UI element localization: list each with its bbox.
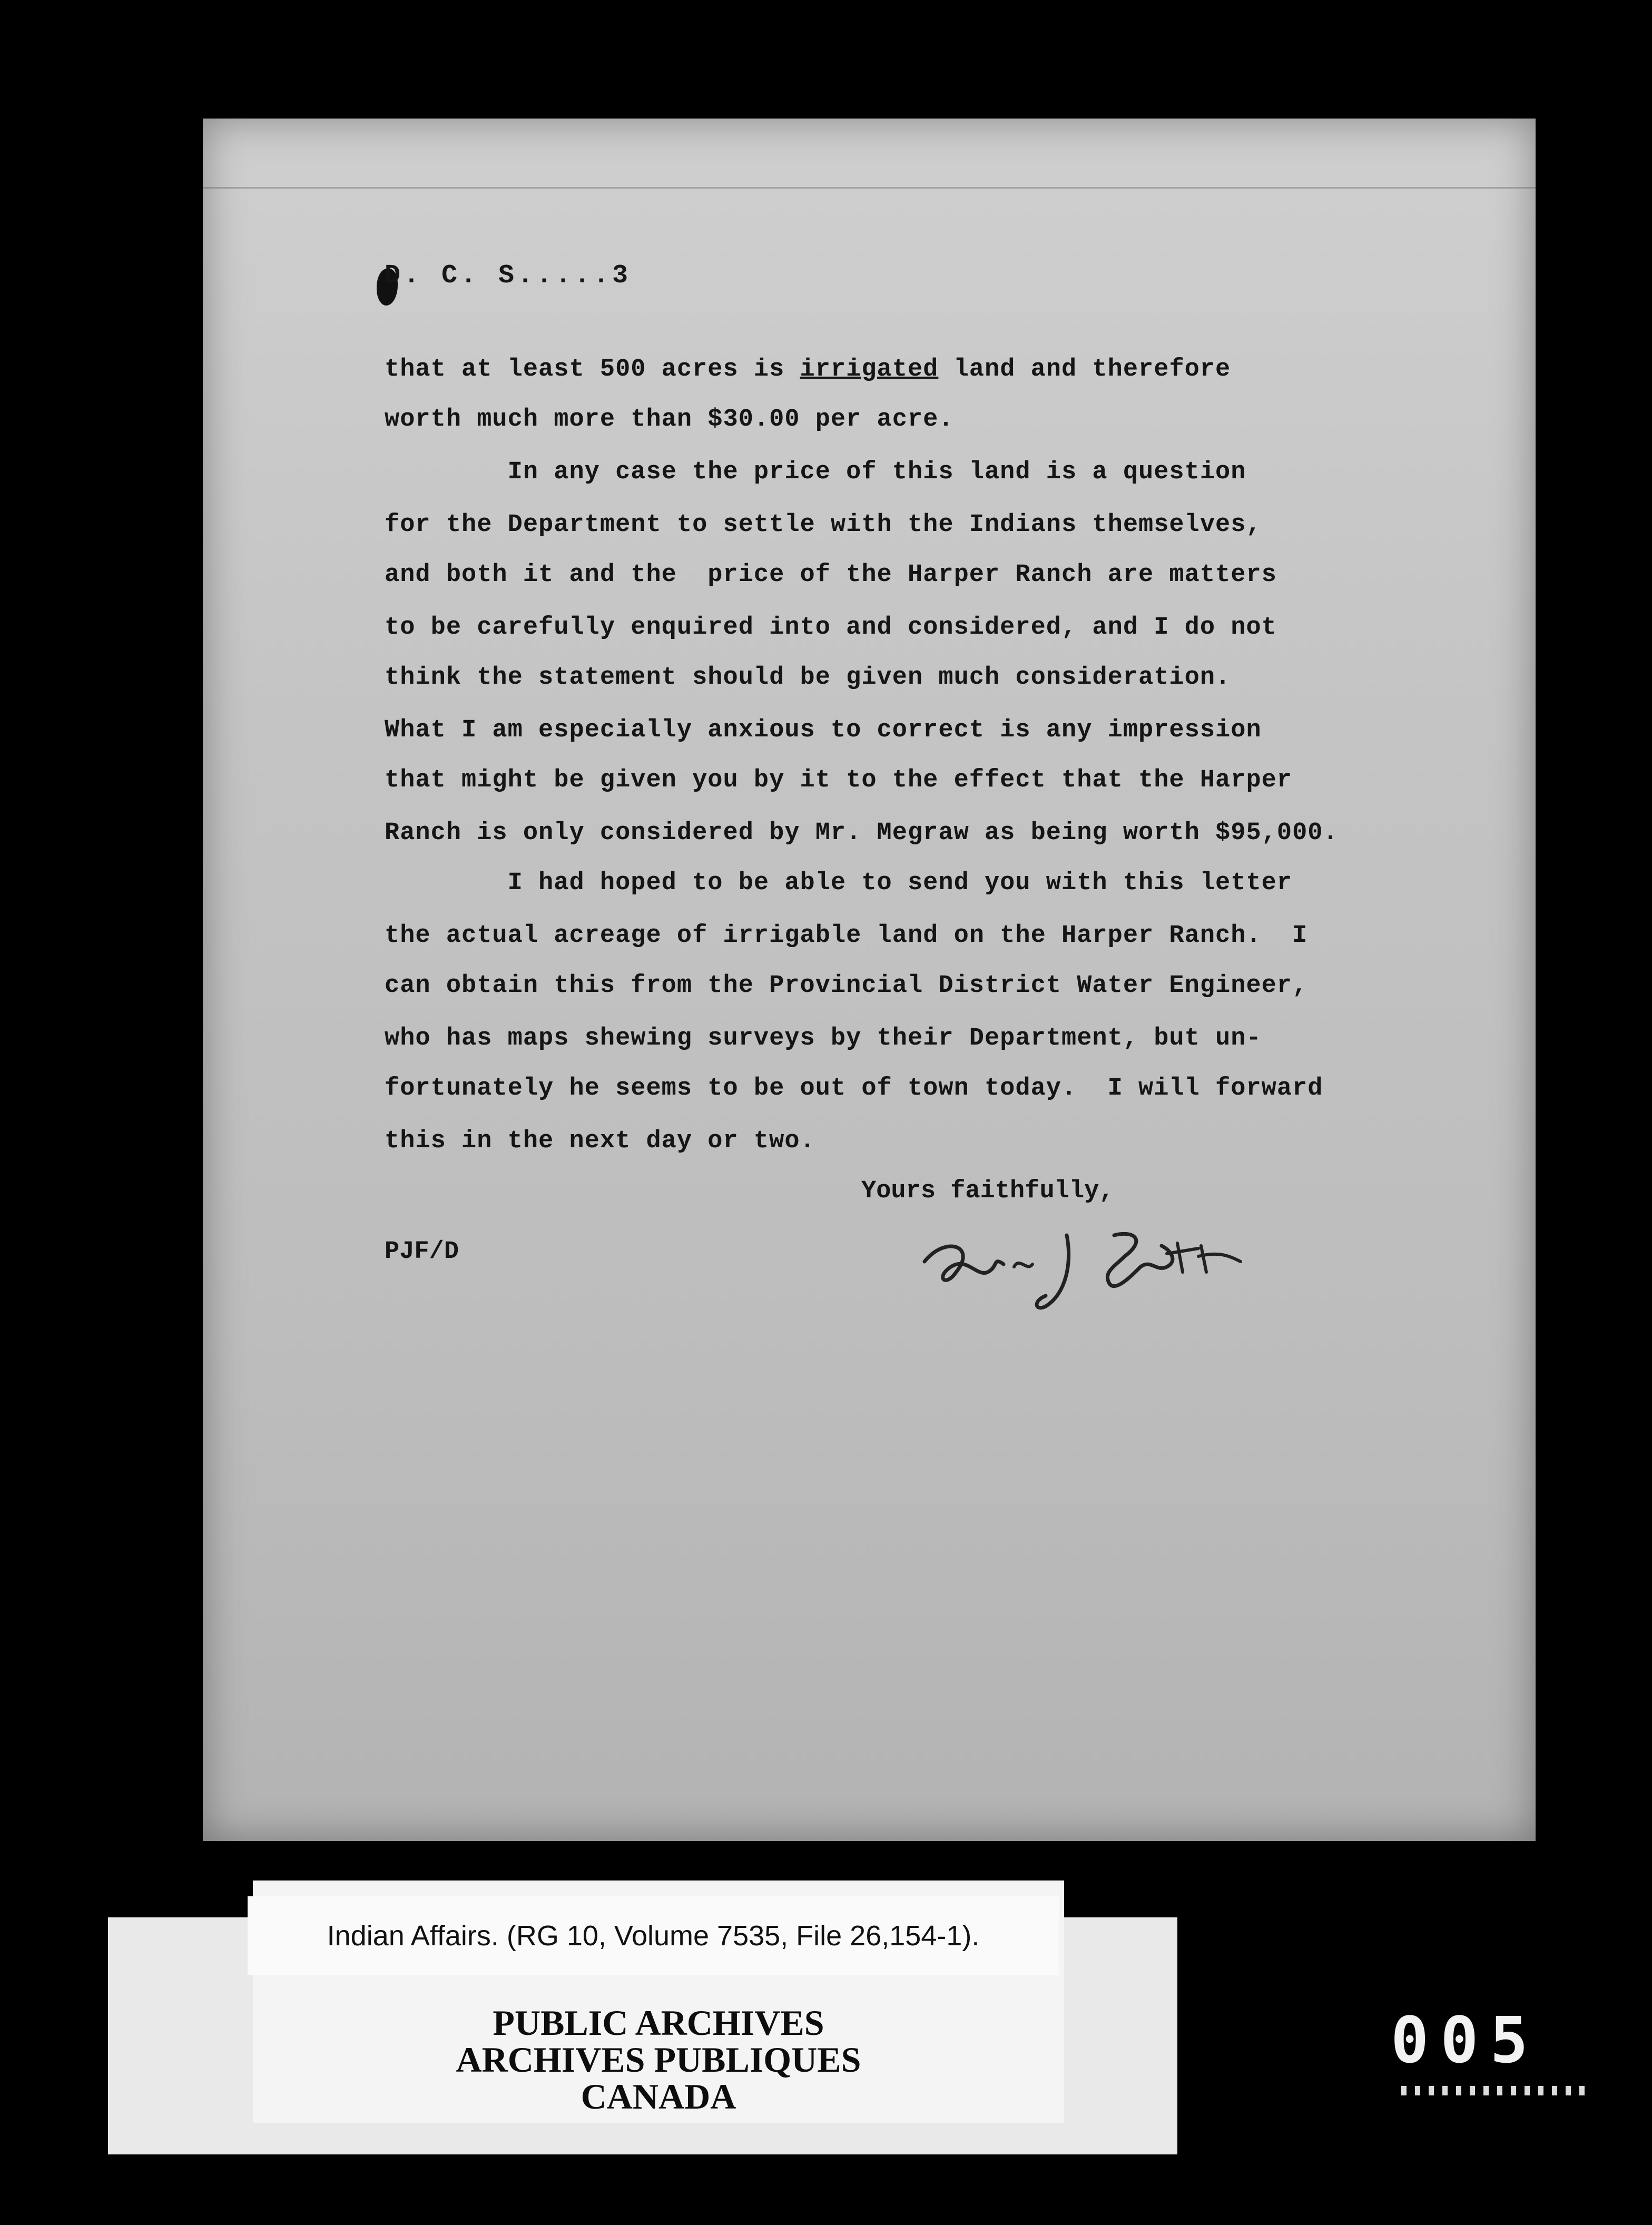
archives-line-2: ARCHIVES PUBLIQUES <box>456 2040 861 2080</box>
underlined-word: irrigated <box>800 356 939 383</box>
archive-reference <box>248 1896 1059 1975</box>
letter-line <box>385 356 1231 383</box>
handwritten-signature <box>914 1214 1251 1320</box>
letter-line: for the Department to settle with the Indians themselves, <box>385 511 1262 539</box>
archive-reference-text: Indian Affairs. (RG 10, Volume 7535, File 26,154-1). <box>327 1920 980 1952</box>
letter-page <box>203 119 1536 1841</box>
letter-line: this in the next day or two. <box>385 1127 815 1155</box>
letter-line: worth much more than $30.00 per acre. <box>385 406 954 434</box>
archives-line-3: CANADA <box>581 2076 736 2116</box>
letter-line: Ranch is only considered by Mr. Megraw as being worth $95,000. <box>385 819 1339 847</box>
letter-line: that might be given you by it to the effect that the Harper <box>385 766 1293 794</box>
letter-line: think the statement should be given much consideration. <box>385 664 1231 692</box>
letter-line: can obtain this from the Provincial District Water Engineer, <box>385 972 1308 1000</box>
archives-stamp <box>253 2004 1064 2115</box>
letter-line: I had hoped to be able to send you with this letter <box>385 869 1293 897</box>
letter-line: and both it and the price of the Harper Ranch are matters <box>385 561 1277 589</box>
letter-line: who has maps shewing surveys by their Department, but un- <box>385 1025 1262 1052</box>
letter-line-text: land and therefore <box>938 356 1231 383</box>
letter-line: In any case the price of this land is a question <box>385 458 1246 486</box>
letter-line: What I am especially anxious to correct is any impression <box>385 716 1262 744</box>
frame-number: 005 <box>1391 2004 1540 2078</box>
letter-line: fortunately he seems to be out of town today. I will forward <box>385 1075 1323 1102</box>
letter-line: the actual acreage of irrigable land on the Harper Ranch. I <box>385 922 1308 950</box>
film-edge-marks <box>1401 2086 1591 2095</box>
letter-line: to be carefully enquired into and considered, and I do not <box>385 614 1277 642</box>
typist-initials: PJF/D <box>385 1238 459 1266</box>
archives-line-1: PUBLIC ARCHIVES <box>493 2003 824 2043</box>
letter-closing: Yours faithfully, <box>861 1177 1114 1205</box>
page-reference: D. C. S.....3 <box>385 261 632 291</box>
letter-line-text: that at least 500 acres is <box>385 356 800 383</box>
paper-fold-line <box>203 187 1536 189</box>
